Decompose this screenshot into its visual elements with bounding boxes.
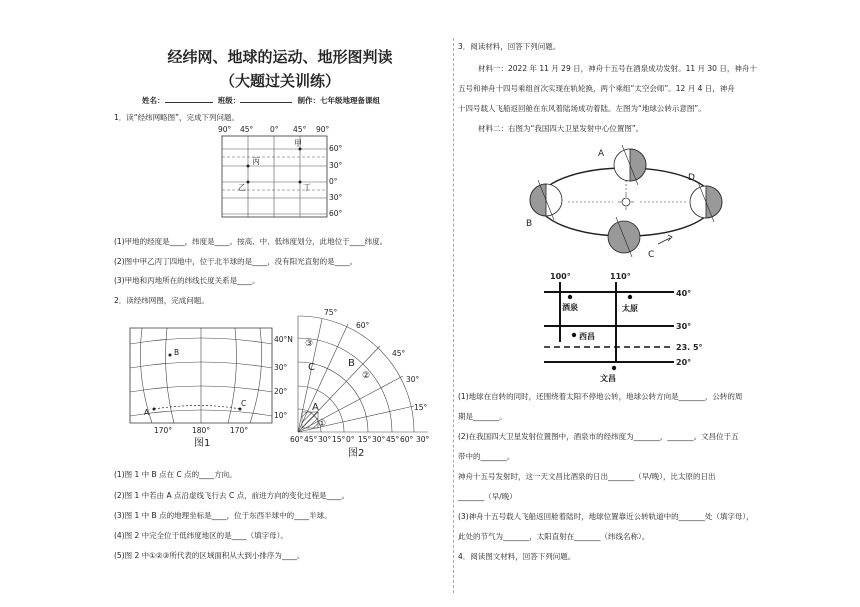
fig1-lat-label: 30°	[274, 363, 288, 372]
fig2-arc-label: 75°	[324, 308, 338, 317]
fig2-bottom-label: 30°	[318, 435, 332, 444]
q3-sub1-line2: 期是_______。	[458, 412, 507, 421]
launch-site-map	[542, 270, 712, 385]
q1-point-bing: 丙	[252, 157, 260, 166]
fig2-bottom-label: 60°	[290, 435, 304, 444]
q1-lat-label: 30°	[329, 193, 343, 202]
orbit-label-a: A	[598, 149, 605, 159]
fig1-point-a: A	[144, 408, 150, 417]
q3-material2: 材料二：右图为“我国四大卫星发射中心位置图”。	[478, 124, 644, 133]
q2-sub5: (5)图 2 中①②③所代表的区域面积从大到小排序为____。	[114, 551, 305, 560]
q3-sub1-line1: (1)地球在自转的同时，还围绕着太阳不停地公转，地球公转方向是_______，公转的周	[458, 392, 743, 401]
fig2-circled-3: ①	[318, 419, 327, 429]
q1-sub1: (1)甲地的经度是____，纬度是____。按高、中、低纬度划分，此地位于____纬度。	[114, 237, 388, 246]
site-xichang: 西昌	[579, 332, 595, 341]
q1-point-ding: 丁	[303, 183, 311, 192]
q1-sub2: (2)图中甲乙丙丁四地中，位于北半球的是____，没有阳光直射的是____。	[114, 257, 358, 266]
orbit-label-d: D	[688, 173, 695, 183]
header-line	[142, 96, 380, 106]
fig2-arc-label: 45°	[392, 349, 406, 358]
fig2-point-a: A	[312, 402, 319, 413]
q3-sub4-line1: (3)神舟十五号载人飞船返回舱着陆时，地球位置靠近公转轨道中的_______处（填字母），	[458, 512, 754, 521]
page-subtitle: （大题过关训练）	[219, 72, 340, 90]
q2-stem: 2．读经纬网图，完成问题。	[114, 296, 209, 305]
map-lat-label: 23. 5°	[676, 343, 703, 352]
q1-point-yi: 乙	[238, 183, 246, 192]
site-wenchang: 文昌	[600, 374, 616, 383]
fig2-bottom-label: 0°	[346, 435, 355, 444]
q1-top-label: 90°	[218, 125, 232, 134]
q3-sub2-line1: (2)在我国四大卫星发射位置图中，酒泉市的经纬度为_______，_______。文昌位于五	[458, 432, 739, 441]
q2-sub1: (1)图 1 中 B 点在 C 点的____方向。	[114, 470, 237, 479]
fig2-bottom-label: 30°	[372, 435, 386, 444]
fig1-lon-label: 170°	[230, 426, 249, 435]
fig2-bottom-label: 45°	[304, 435, 318, 444]
fig1-lon-label: 170°	[154, 426, 173, 435]
q1-lat-label: 60°	[329, 144, 343, 153]
fig1-point-c: C	[241, 399, 247, 408]
fig2-circled-1: ③	[305, 339, 314, 349]
map-lat-label: 30°	[676, 322, 692, 331]
q1-top-label: 45°	[293, 125, 307, 134]
map-lat-label: 40°	[676, 289, 692, 298]
orbit-label-b: B	[526, 219, 533, 229]
q3-material1-line1: 材料一：2022 年 11 月 29 日，神舟十五号在酒泉成功发射。11 月 30 日，神舟十	[478, 64, 757, 73]
q1-sub3: (3)甲地和丙地所在的纬线长度关系是____。	[114, 276, 260, 285]
earth-orbit-figure	[518, 140, 728, 262]
site-taiyuan: 太原	[622, 304, 638, 313]
fig1-lat-label: 20°	[274, 387, 288, 396]
q2-sub3: (3)图 1 中 B 点的地理坐标是____，位于东西半球中的____半球。	[114, 511, 332, 520]
fig2-caption: 图2	[348, 448, 365, 458]
fig2-bottom-label: 45°	[386, 435, 400, 444]
q3-sub3-line2: _______（早/晚）	[458, 492, 517, 501]
q1-lat-label: 30°	[329, 161, 343, 170]
q3-material1-line3: 十四号载人飞船返回舱在东风着陆场成功着陆。左图为“地球公转示意图”。	[458, 104, 706, 113]
q3-sub4-line2: 此处的节气为_______，太阳直射在_______（纬线名称）。	[458, 532, 650, 541]
fig1-lat-label: 10°	[274, 411, 288, 420]
q2-figure-1	[122, 318, 302, 448]
q1-lat-label: 0°	[329, 177, 338, 186]
fig1-lat-label: 40°N	[274, 335, 293, 344]
fig2-arc-label: 60°	[356, 321, 370, 330]
map-lat-label: 20°	[676, 358, 692, 367]
q2-figure-2	[288, 306, 438, 458]
fig2-circled-2: ②	[362, 371, 371, 381]
map-lon-label: 100°	[550, 272, 571, 281]
q1-lat-label: 60°	[329, 209, 343, 218]
fig2-point-b: B	[348, 358, 355, 369]
orbit-label-c: C	[648, 250, 655, 260]
q1-top-label: 0°	[270, 125, 279, 134]
fig2-point-c: C	[308, 362, 315, 373]
fig2-bottom-label: 60°	[400, 435, 414, 444]
site-jiuquan: 酒泉	[562, 303, 578, 312]
column-divider	[453, 38, 454, 593]
maker-label: 制作：七年级地理备课组	[297, 96, 380, 105]
q4-stem: 4．阅读图文材料，回答下列问题。	[458, 552, 576, 561]
page-title: 经纬网、地球的运动、地形图判读	[167, 48, 393, 66]
q2-sub2: (2)图 1 中若由 A 点沿虚线飞行去 C 点，前进方向的变化过程是____。	[114, 491, 350, 500]
q3-sub3-line1: 神舟十五号发射时，这一天文昌比酒泉的日出_______（早/晚），比太原的日出	[458, 472, 716, 481]
q1-top-label: 45°	[240, 125, 254, 134]
fig2-bottom-label: 30°	[416, 435, 430, 444]
fig2-arc-label: 15°	[414, 403, 428, 412]
q1-stem: 1．读“经纬网略图”，完成下列问题。	[114, 113, 240, 122]
sun-icon	[618, 194, 634, 210]
q1-top-label: 90°	[316, 125, 330, 134]
class-label: 班级：	[217, 96, 241, 105]
q2-sub4: (4)图 2 中完全位于低纬度地区的是____（填字母）。	[114, 531, 288, 540]
q3-sub2-line2: 带中的_______。	[458, 452, 515, 461]
q3-stem: 3．阅读材料，回答下列问题。	[458, 42, 561, 51]
fig1-lon-label: 180°	[192, 426, 211, 435]
name-label: 姓名：	[142, 96, 165, 105]
q1-graticule-figure	[210, 124, 360, 224]
fig1-caption: 图1	[194, 438, 211, 448]
q1-point-jia: 甲	[294, 139, 302, 148]
q3-material1-line2: 五号和神舟十四号乘组首次实现在轨轮换，两个乘组“太空会师”。12 月 4 日，神舟	[458, 84, 735, 93]
map-lon-label: 110°	[610, 272, 631, 281]
fig1-point-b: B	[174, 348, 180, 357]
fig2-bottom-label: 15°	[358, 435, 372, 444]
fig2-arc-label: 30°	[406, 375, 420, 384]
fig2-bottom-label: 15°	[332, 435, 346, 444]
